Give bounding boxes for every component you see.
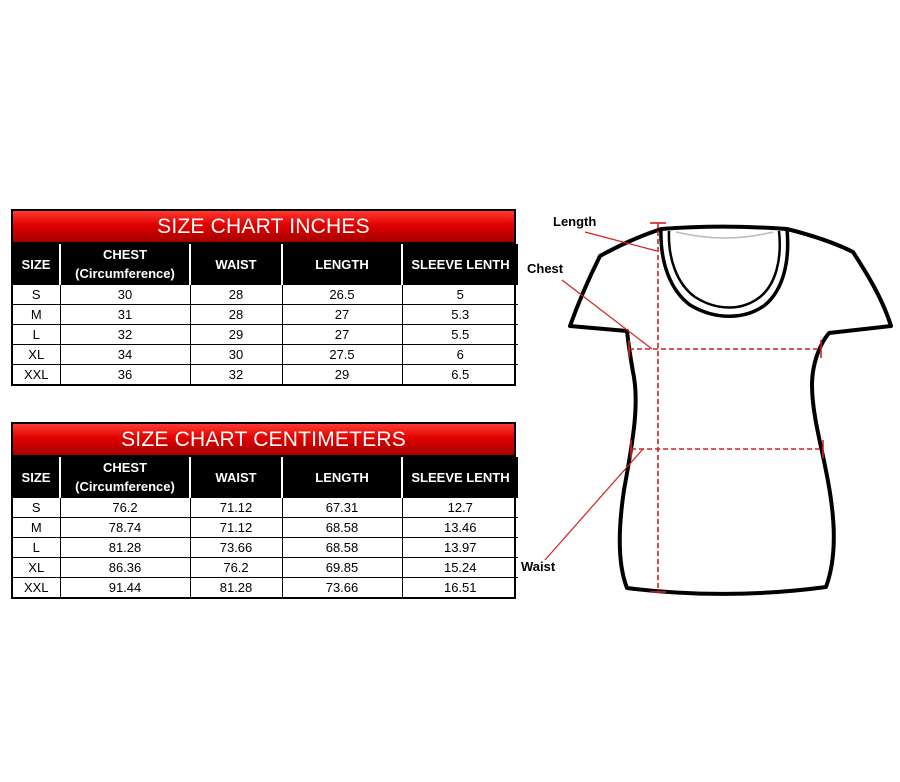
chest-cell: 30 <box>60 285 190 305</box>
size-chart-inches <box>11 209 516 386</box>
header-waist: WAIST <box>190 244 282 285</box>
header-row <box>13 457 518 498</box>
header-row <box>13 244 518 285</box>
size-cell: S <box>13 285 60 305</box>
chart-title: SIZE CHART CENTIMETERS <box>13 424 514 457</box>
header-sleeve-length: SLEEVE LENTH <box>402 457 518 498</box>
header-length: LENGTH <box>282 244 402 285</box>
tshirt-measurement-diagram <box>515 205 900 605</box>
length-cell: 68.58 <box>282 538 402 558</box>
size-cell: XXL <box>13 365 60 385</box>
chest-cell: 81.28 <box>60 538 190 558</box>
sleeve-cell: 5 <box>402 285 518 305</box>
waist-cell: 81.28 <box>190 578 282 598</box>
header-length: LENGTH <box>282 457 402 498</box>
waist-label: Waist <box>521 559 556 574</box>
sleeve-cell: 15.24 <box>402 558 518 578</box>
sleeve-cell: 12.7 <box>402 498 518 518</box>
header-waist: WAIST <box>190 457 282 498</box>
tshirt-outline-icon <box>570 227 891 594</box>
waist-cell: 28 <box>190 305 282 325</box>
header-size: SIZE <box>13 457 60 498</box>
table-row <box>13 538 518 558</box>
sleeve-cell: 13.46 <box>402 518 518 538</box>
length-cell: 69.85 <box>282 558 402 578</box>
length-label: Length <box>553 214 597 229</box>
waist-cell: 71.12 <box>190 518 282 538</box>
chest-cell: 34 <box>60 345 190 365</box>
chest-cell: 76.2 <box>60 498 190 518</box>
size-cell: M <box>13 305 60 325</box>
length-cell: 73.66 <box>282 578 402 598</box>
length-cell: 27 <box>282 325 402 345</box>
waist-cell: 71.12 <box>190 498 282 518</box>
table-row <box>13 498 518 518</box>
header-chest-label: CHEST <box>102 247 148 262</box>
table-row <box>13 305 518 325</box>
chest-cell: 32 <box>60 325 190 345</box>
size-cell: XXL <box>13 578 60 598</box>
header-size: SIZE <box>13 244 60 285</box>
chest-cell: 86.36 <box>60 558 190 578</box>
waist-cell: 76.2 <box>190 558 282 578</box>
length-cell: 26.5 <box>282 285 402 305</box>
sleeve-cell: 16.51 <box>402 578 518 598</box>
table-row <box>13 365 518 385</box>
header-chest-sub: (Circumference) <box>75 479 175 494</box>
length-cell: 27 <box>282 305 402 325</box>
size-cell: M <box>13 518 60 538</box>
waist-cell: 28 <box>190 285 282 305</box>
table-row <box>13 285 518 305</box>
table-row <box>13 578 518 598</box>
length-cell: 27.5 <box>282 345 402 365</box>
table-row <box>13 558 518 578</box>
size-cell: S <box>13 498 60 518</box>
chest-cell: 91.44 <box>60 578 190 598</box>
length-cell: 67.31 <box>282 498 402 518</box>
header-chest <box>60 244 190 285</box>
length-cell: 68.58 <box>282 518 402 538</box>
size-chart-centimeters <box>11 422 516 599</box>
table-row <box>13 345 518 365</box>
size-cell: XL <box>13 345 60 365</box>
table-row <box>13 325 518 345</box>
waist-cell: 32 <box>190 365 282 385</box>
size-cell: L <box>13 325 60 345</box>
chart-title: SIZE CHART INCHES <box>13 211 514 244</box>
header-chest-label: CHEST <box>102 460 148 475</box>
header-sleeve-length: SLEEVE LENTH <box>402 244 518 285</box>
size-cell: XL <box>13 558 60 578</box>
sleeve-cell: 6 <box>402 345 518 365</box>
size-table-inches <box>13 244 518 384</box>
size-cell: L <box>13 538 60 558</box>
sleeve-cell: 5.3 <box>402 305 518 325</box>
length-cell: 29 <box>282 365 402 385</box>
waist-cell: 73.66 <box>190 538 282 558</box>
size-table-centimeters <box>13 457 518 597</box>
waist-cell: 29 <box>190 325 282 345</box>
sleeve-cell: 6.5 <box>402 365 518 385</box>
table-row <box>13 518 518 538</box>
header-chest-sub: (Circumference) <box>75 266 175 281</box>
chest-label: Chest <box>527 261 564 276</box>
header-chest <box>60 457 190 498</box>
chest-cell: 31 <box>60 305 190 325</box>
waist-cell: 30 <box>190 345 282 365</box>
chest-cell: 78.74 <box>60 518 190 538</box>
sleeve-cell: 5.5 <box>402 325 518 345</box>
sleeve-cell: 13.97 <box>402 538 518 558</box>
chest-cell: 36 <box>60 365 190 385</box>
tshirt-svg <box>515 205 900 605</box>
